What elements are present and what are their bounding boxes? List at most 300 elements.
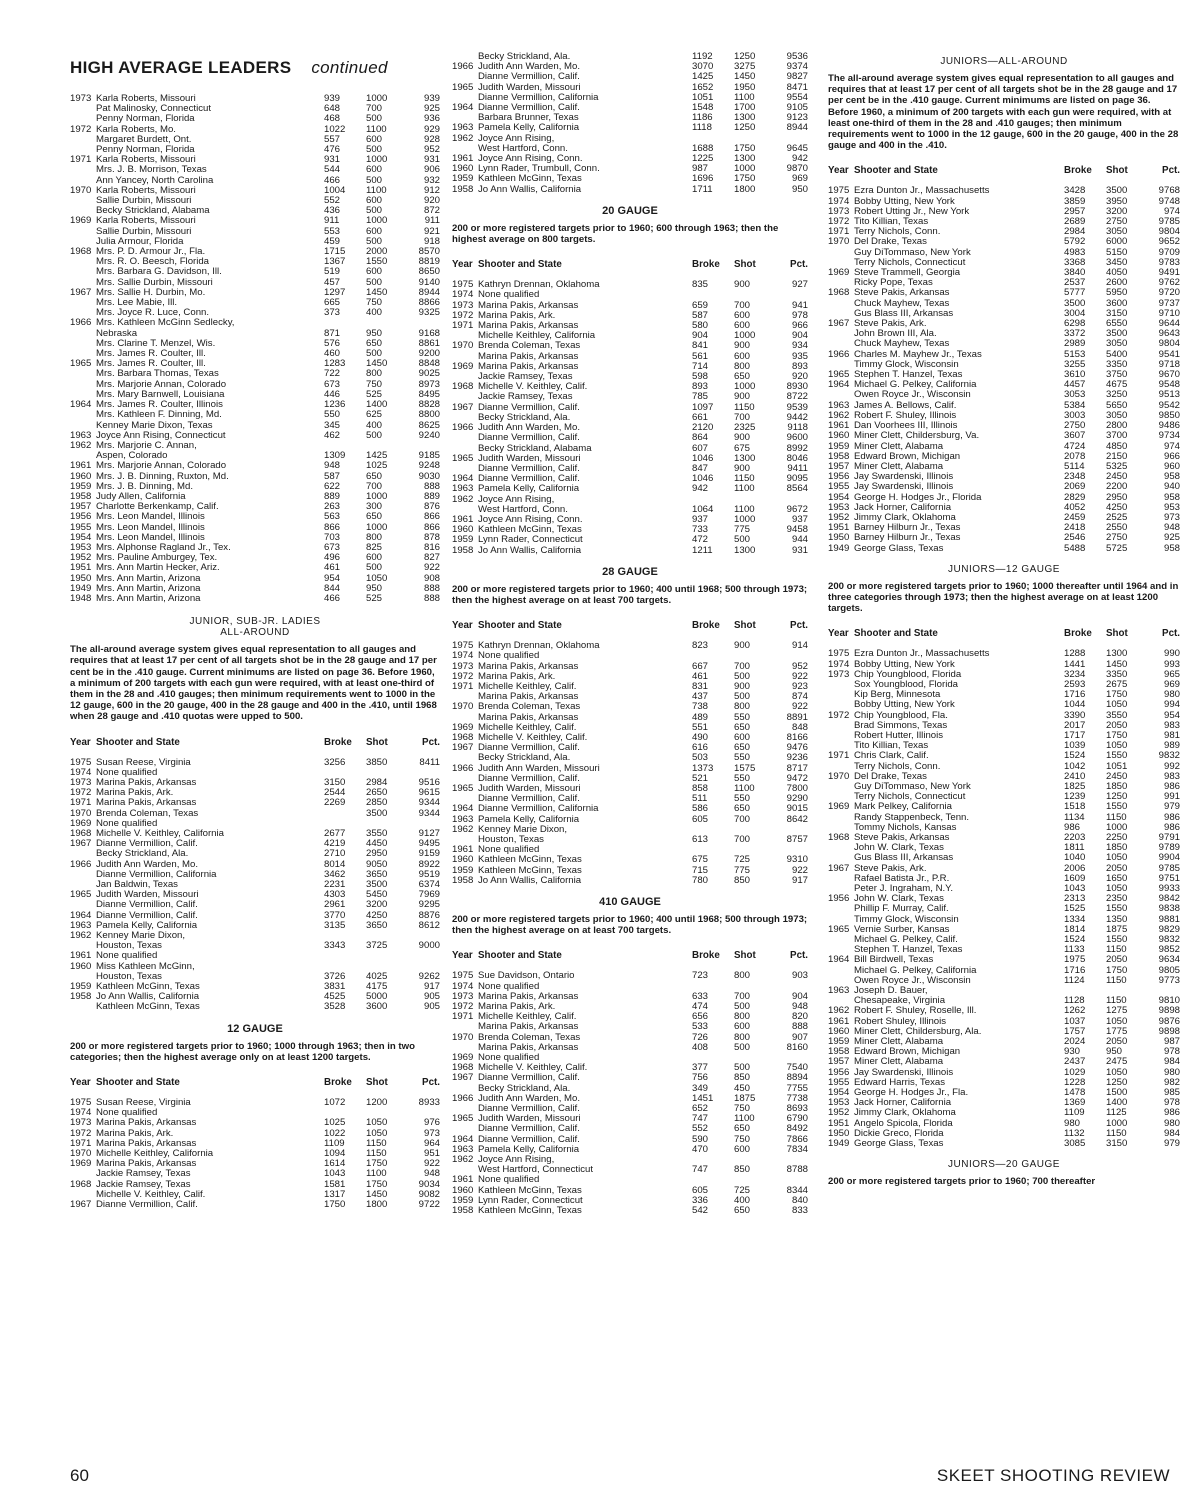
broke-cell: 1109 [1064,1107,1085,1119]
section-note-all-around: The all-around average system gives equal representation to all gauges and requires that at least 17 per cent of all targets shot be in the 28 gauge and 17 per cent be in the .410 gauge. Current minimums are listed on page 36. Before 1960, a minimum of 200 targets with each gun were required, with at least one-third of them in the 28 and .410 gauges; then minimum requirements went to 1000 in the 12 gauge, 600 in the 20 gauge, 400 in the 28 gauge and 400 in the .410, until 1968 when 28 gauge and .410 quotas were upped to 500. [70,644,437,723]
pct-cell: 9881 [1158,913,1180,925]
year-cell: 1973 [452,660,474,672]
year-cell: 1966 [828,348,850,360]
year-cell: 1972 [70,123,92,135]
broke-cell: 931 [324,154,341,166]
pct-cell: 978 [1163,1046,1180,1058]
broke-cell: 552 [324,195,341,207]
shot-cell: 1550 [1106,750,1128,762]
pct-cell: 9536 [786,51,808,62]
pct-cell: 9870 [786,163,808,175]
section-title-410-gauge: 410 GAUGE [599,896,661,909]
pct-cell: 7738 [786,1092,808,1104]
table-row [828,1078,1180,1088]
table-row [828,207,1180,217]
shot-cell: 500 [734,1062,751,1074]
shooter-cell: Tommy Nichols, Kansas [854,822,957,833]
section-note-juniors-20-gauge: 200 or more registered targets prior to 1960; 700 thereafter [828,1176,1096,1188]
pct-cell: 9710 [1158,307,1180,319]
broke-cell: 2710 [324,848,346,860]
year-cell: 1963 [70,429,92,441]
pct-cell: 939 [423,93,440,104]
table-row [828,762,1180,772]
year-cell: 1971 [452,1011,474,1023]
year-cell [828,690,854,700]
shooter-cell: Dianne Vermillion, Calif. [96,900,198,911]
pct-cell: 9105 [786,102,808,114]
broke-cell: 1425 [692,71,714,83]
table-row [828,955,1180,965]
broke-cell: 747 [692,1164,709,1176]
broke-cell: 785 [692,391,709,403]
year-cell: 1965 [452,452,474,464]
pct-cell: 917 [423,981,440,993]
shot-cell: 2750 [1106,216,1128,228]
shooter-cell: Bobby Utting, New York [854,659,955,670]
broke-cell: 462 [324,429,341,441]
shooter-cell: Mrs. Joyce R. Luce, Conn. [96,308,210,319]
shot-cell: 1250 [734,51,756,62]
broke-cell: 3859 [1064,195,1086,207]
table-row [828,360,1180,370]
pct-cell: 8922 [418,858,440,870]
shot-cell: 3050 [1106,226,1128,238]
shooter-cell: Marina Pakis, Ark. [96,788,174,799]
shooter-cell: Judith Ann Warden, Mo. [96,859,199,870]
broke-cell: 586 [692,803,709,815]
shot-cell: 1875 [1106,923,1128,935]
broke-cell: 1037 [1064,1015,1086,1027]
broke-cell: 557 [324,133,341,145]
year-cell: 1975 [452,279,474,291]
shooter-cell: Miner Clett, Alabama [854,1057,944,1068]
table-row [452,280,808,290]
broke-cell: 3840 [1064,267,1086,279]
broke-cell: 3135 [324,919,346,931]
pct-cell: 9442 [786,411,808,423]
shot-cell: 3600 [1106,297,1128,309]
pct-cell: 9030 [418,470,440,482]
shooter-cell: Mrs. Sallie Durbin, Missouri [96,277,213,288]
pct-cell: 8930 [786,381,808,393]
shooter-cell: Bill Birdwell, Texas [854,955,934,966]
shot-cell: 5325 [1106,460,1128,472]
table-row [828,513,1180,523]
pct-cell: 9720 [1158,287,1180,299]
shooter-cell: Mrs. Marjorie C. Annan, [96,440,197,451]
year-cell: 1955 [70,521,92,533]
shooter-cell: Mrs. James R. Coulter, Ill. [96,359,206,370]
year-cell: 1963 [452,483,474,495]
broke-cell: 1044 [1064,699,1086,711]
shot-cell: 950 [366,327,383,339]
table-row [828,1057,1180,1067]
shooter-cell: Tito Killian, Texas [854,741,929,752]
pct-cell [404,951,440,961]
pct-cell: 978 [1163,1097,1180,1109]
pct-cell: 9600 [786,432,808,444]
broke-cell: 1211 [692,544,713,556]
year-cell: 1974 [828,195,850,207]
shooter-cell: Edward Brown, Michigan [854,1047,961,1058]
pct-cell: 8944 [786,122,808,134]
shot-cell: 4175 [366,981,388,993]
pct-cell: 917 [791,874,808,886]
broke-cell: 673 [324,541,341,553]
shot-cell: 700 [734,299,751,311]
table-row [70,1098,440,1108]
year-cell: 1950 [828,532,850,544]
table-row [452,1033,808,1043]
shot-cell: 900 [734,340,751,352]
shooter-cell: Brenda Coleman, Texas [478,1032,581,1043]
shooter-cell: Pamela Kelly, California [478,123,580,134]
year-cell: 1954 [70,531,92,543]
year-cell: 1962 [452,132,474,144]
table-row [70,196,440,206]
year-cell: 1966 [452,1092,474,1104]
table-row [828,493,1180,503]
shot-cell: 1100 [366,123,387,135]
pct-cell: 922 [423,562,440,574]
shooter-cell: Mrs. Alphonse Ragland Jr., Tex. [96,542,231,553]
year-cell: 1965 [452,1113,474,1125]
pct-cell: 952 [791,660,808,672]
pct-cell: 9709 [1158,246,1180,258]
year-cell: 1973 [828,668,850,680]
shot-cell: 900 [734,680,751,692]
broke-cell: 3372 [1064,328,1086,340]
pct-cell: 990 [1163,648,1180,660]
year-cell: 1959 [452,534,474,546]
shot-cell: 1100 [734,91,755,103]
shot-cell: 1950 [734,81,756,93]
shooter-cell: Brenda Coleman, Texas [96,808,199,819]
broke-cell: 1614 [324,1158,346,1170]
shot-cell: 3550 [1106,709,1128,721]
shot-cell: 1750 [1106,964,1128,976]
table-row [452,1022,808,1032]
broke-cell: 986 [1064,821,1081,833]
table-row [452,804,808,814]
shooter-cell: Marina Pakis, Ark. [478,671,556,682]
year-cell: 1974 [452,980,474,992]
broke-cell: 489 [692,711,709,723]
table-row [828,390,1180,400]
broke-cell: 1228 [1064,1076,1086,1088]
section-title-juniors-20-gauge: JUNIORS—20 GAUGE [948,1159,1060,1171]
shot-cell: 1300 [734,544,756,556]
shooter-cell: Mrs. Kathleen F. Dinning, Md. [96,410,222,421]
shooter-cell: Marina Pakis, Arkansas [96,777,197,788]
broke-cell: 1043 [324,1168,346,1180]
pct-cell: 942 [791,153,808,165]
pct-cell: 908 [423,572,440,584]
year-cell [828,248,854,258]
shot-cell: 3700 [1106,430,1128,442]
year-cell: 1973 [70,93,92,104]
pct-cell: 922 [791,701,808,713]
broke-cell: 503 [692,752,709,764]
year-cell: 1959 [452,864,474,876]
shot-cell: 700 [734,660,751,672]
broke-cell: 446 [324,388,341,400]
shot-cell: 825 [366,541,383,553]
shooter-cell: Kathryn Drennan, Oklahoma [478,641,600,652]
table-row [828,741,1180,751]
shooter-cell: Randy Stappenbeck, Tenn. [854,812,970,823]
shot-cell: 3200 [366,899,388,911]
shooter-cell: Mrs. Clarine T. Menzel, Wis. [96,338,216,349]
shooter-cell: None qualified [478,981,540,992]
shot-cell: 900 [734,279,751,291]
year-cell: 1949 [828,542,850,554]
table-row [452,835,808,845]
broke-cell: 1688 [692,142,714,154]
broke-cell: 1192 [692,51,713,62]
broke-cell: 5488 [1064,542,1086,554]
pct-cell: 958 [1163,542,1180,554]
year-cell: 1956 [828,471,850,483]
pct-cell: 9542 [1158,399,1180,411]
broke-cell: 747 [692,1113,709,1125]
shot-cell: 400 [366,419,383,431]
shot-cell: 1450 [366,286,388,298]
pct-cell: 932 [423,174,440,186]
year-cell: 1968 [828,832,850,843]
shot-cell: 500 [734,691,751,703]
pct-cell: 9491 [1158,267,1180,279]
table-row [70,318,440,328]
year-cell: 1968 [828,287,850,299]
table-header: Year Shooter and State Broke Shot Pct. [828,628,1180,640]
table-row [452,515,808,525]
table-row [828,864,1180,874]
year-cell: 1969 [70,1158,92,1170]
broke-cell: 470 [692,1143,709,1155]
shot-cell: 1550 [1106,801,1128,813]
broke-cell: 521 [692,772,709,784]
shooter-cell: Dianne Vermillion, Calif. [478,433,580,444]
year-cell [70,135,96,145]
shooter-cell: James A. Bellows, Calif. [854,400,957,411]
shot-cell: 500 [366,348,383,360]
pct-cell: 9832 [1158,934,1180,946]
shooter-cell: Houston, Texas [96,941,162,952]
pct-cell: 9718 [1158,358,1180,370]
pct-cell: 888 [791,1021,808,1033]
pct-cell: 918 [423,235,440,247]
broke-cell: 3831 [324,981,346,993]
shot-cell: 775 [734,864,751,876]
broke-cell: 3368 [1064,256,1086,268]
shooter-cell: Barney Hilburn Jr., Texas [854,523,961,534]
shooter-cell: Kathleen McGinn, Texas [96,1002,200,1013]
shooter-cell: Mrs. Leon Mandel, Illinois [96,512,205,523]
shooter-cell: None qualified [96,818,158,829]
pct-cell: 9898 [1158,1025,1180,1037]
pct-cell: 964 [423,1137,440,1149]
year-cell: 1964 [452,102,474,114]
table-row [828,186,1180,196]
broke-cell: 1072 [324,1097,346,1109]
shooter-cell: Michelle V. Keithley, Calif. [478,1063,588,1074]
column-left [70,52,440,1210]
shooter-cell: Terry Nichols, Conn. [854,227,941,238]
shooter-cell: Terry Nichols, Connecticut [854,257,966,268]
shooter-cell: Mrs. R. O. Beesch, Florida [96,257,210,268]
table-row [452,651,808,661]
table-row [70,1002,440,1012]
year-cell: 1961 [452,513,474,525]
shot-cell: 1100 [734,782,755,794]
year-cell [70,369,96,379]
broke-cell: 408 [692,1041,709,1053]
shot-cell: 6550 [1106,318,1128,330]
year-cell: 1971 [70,1137,92,1149]
shot-cell: 800 [734,360,751,372]
shooter-cell: Pamela Kelly, California [478,814,580,825]
pct-cell: 979 [1163,1138,1180,1150]
pct-cell: 8495 [418,388,440,400]
table-header: Year Shooter and State Broke Shot Pct. [452,620,808,632]
shooter-cell: Jo Ann Wallis, California [96,992,200,1003]
shot-cell: 2050 [1106,862,1128,874]
pct-cell: 9791 [1158,832,1180,843]
year-cell: 1959 [452,1194,474,1206]
table-row [70,512,440,522]
shot-cell: 1250 [734,122,756,134]
year-cell [828,731,854,741]
table-row [828,813,1180,823]
year-cell: 1960 [828,430,850,442]
table-row [452,433,808,443]
broke-cell: 2410 [1064,770,1086,782]
year-cell: 1967 [828,862,850,874]
pct-cell: 948 [423,1168,440,1180]
table-row [452,352,808,362]
year-cell: 1972 [828,216,850,228]
table-row [70,421,440,431]
shooter-cell: Kathleen McGinn, Texas [478,174,582,185]
shot-cell: 700 [734,411,751,423]
broke-cell: 457 [324,276,341,288]
shot-cell: 800 [366,531,383,543]
table-row [452,733,808,743]
broke-cell: 1046 [692,473,714,485]
shooter-cell: Dianne Vermillion, Calif. [478,1134,580,1145]
table-row [70,359,440,369]
pct-cell: 9240 [418,429,440,441]
shooter-cell: Dianne Vermillion, Calif. [478,773,580,784]
table-row [452,815,808,825]
year-cell: 1956 [70,511,92,523]
table-row [828,299,1180,309]
shooter-cell: Jo Ann Wallis, California [478,545,582,556]
broke-cell: 1064 [692,503,714,515]
table-row [452,845,808,855]
shooter-cell: Mrs. P. D. Armour Jr., Fla. [96,247,206,258]
pct-cell: 9159 [418,848,440,860]
year-cell: 1966 [452,61,474,73]
shot-cell: 600 [734,1143,751,1155]
table-row [452,546,808,556]
broke-cell: 1652 [692,81,714,93]
shooter-cell: Marina Pakis, Arkansas [478,1022,579,1033]
table-row [452,331,808,341]
shooter-cell: Jack Horner, California [854,1098,952,1109]
table-row [452,1012,808,1022]
shot-cell: 950 [366,582,383,594]
shooter-cell: John W. Clark, Texas [854,894,944,905]
shot-cell: 1000 [734,513,756,525]
junior-20-gauge-table [452,280,808,555]
pct-cell: 9541 [1158,348,1180,360]
shot-cell: 3350 [1106,358,1128,370]
year-cell: 1951 [828,1117,850,1129]
table-header: Year Shooter and State Broke Shot Pct. [70,736,440,748]
table-row [70,523,440,533]
shot-cell: 3500 [366,807,388,819]
broke-cell: 780 [692,874,709,886]
broke-cell: 2006 [1064,862,1086,874]
pct-cell: 9933 [1158,883,1180,895]
shooter-cell: John W. Clark, Texas [854,843,944,854]
year-cell: 1960 [70,960,92,972]
table-row [452,1155,808,1165]
pct-cell: 9025 [418,368,440,380]
shot-cell: 1300 [734,153,756,165]
pct-cell: 966 [791,320,808,332]
broke-cell: 1109 [324,1137,345,1149]
table-row [828,802,1180,812]
shooter-cell: Jackie Ramsey, Texas [96,1169,191,1180]
table-row [70,298,440,308]
shooter-cell: Jo Ann Wallis, California [478,184,582,195]
year-cell: 1965 [70,889,92,901]
table-row [452,290,808,300]
year-cell: 1971 [452,320,474,332]
broke-cell: 2689 [1064,216,1086,228]
broke-cell: 723 [692,970,709,982]
broke-cell: 1004 [324,184,346,196]
shot-cell: 850 [734,1072,751,1084]
pct-cell: 986 [1163,780,1180,792]
shot-cell: 1150 [734,401,755,413]
shooter-cell: Kathleen McGinn, Texas [478,1206,582,1217]
shooter-cell: Pamela Kelly, California [96,920,198,931]
table-row [70,809,440,819]
broke-cell: 466 [324,592,341,604]
year-cell: 1964 [452,1133,474,1145]
shot-cell: 1300 [734,452,756,464]
magazine-name: SKEET SHOOTING REVIEW [936,1466,1170,1485]
broke-cell: 1309 [324,450,346,462]
shot-cell: 1050 [1106,883,1128,895]
shooter-cell: Becky Strickland, Ala. [478,753,571,764]
table-row [452,825,808,835]
broke-cell: 1133 [1064,944,1085,956]
year-cell: 1953 [828,1097,850,1109]
shot-cell: 3050 [1106,409,1128,421]
shooter-cell: Mark Pelkey, California [854,802,952,813]
pct-cell: 986 [1163,821,1180,833]
shooter-cell: Guy DiTommaso, New York [854,781,971,792]
pct-cell: 994 [1163,699,1180,711]
pct-cell: 9495 [418,838,440,850]
page-number: 60 [70,1466,89,1485]
table-row [828,1006,1180,1016]
